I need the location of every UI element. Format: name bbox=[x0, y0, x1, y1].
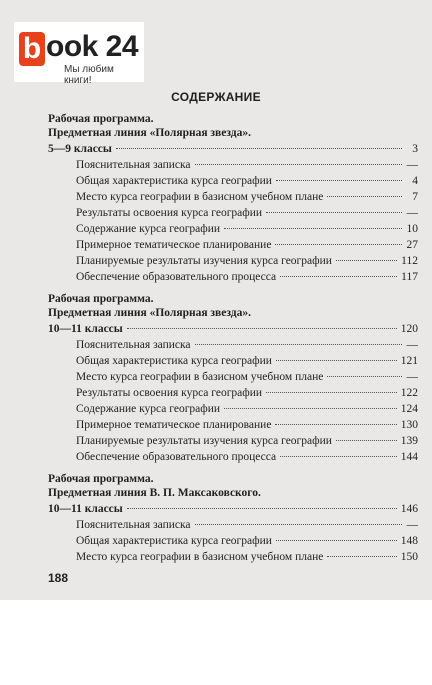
section-title-line: Предметная линия В. П. Максаковского. bbox=[48, 487, 261, 499]
toc-main-entry[interactable]: 10—11 классы 120 bbox=[48, 323, 418, 335]
toc-entry[interactable]: Обеспечение образовательного процесса 117 bbox=[76, 271, 418, 283]
toc-entry[interactable]: Планируемые результаты изучения курса географии 112 bbox=[76, 255, 418, 267]
toc-entry[interactable]: Обеспечение образовательного процесса 144 bbox=[76, 451, 418, 463]
toc-entry[interactable]: Примерное тематическое планирование 130 bbox=[76, 419, 418, 431]
toc-main-entry[interactable]: 5—9 классы 3 bbox=[48, 143, 418, 155]
toc-entry[interactable]: Пояснительная записка — bbox=[76, 519, 418, 531]
section-title-line: Рабочая программа. bbox=[48, 113, 154, 125]
toc-entry[interactable]: Пояснительная записка — bbox=[76, 339, 418, 351]
book24-logo[interactable] bbox=[14, 22, 144, 86]
toc-entry[interactable]: Примерное тематическое планирование 27 bbox=[76, 239, 418, 251]
logo-tagline: Мы любим книги! bbox=[64, 64, 114, 86]
section-title-line: Предметная линия «Полярная звезда». bbox=[48, 307, 251, 319]
toc-entry[interactable]: Результаты освоения курса географии 122 bbox=[76, 387, 418, 399]
logo-word: ook 24 bbox=[46, 30, 139, 63]
toc-entry[interactable]: Содержание курса географии 124 bbox=[76, 403, 418, 415]
toc-entry[interactable]: Содержание курса географии 10 bbox=[76, 223, 418, 235]
toc-entry[interactable]: Общая характеристика курса географии 4 bbox=[76, 175, 418, 187]
toc-entry[interactable]: Место курса географии в базисном учебном плане — bbox=[76, 371, 418, 383]
leader-dots bbox=[116, 148, 402, 149]
toc-entry[interactable]: Пояснительная записка — bbox=[76, 159, 418, 171]
section-title-line: Рабочая программа. bbox=[48, 473, 154, 485]
toc-entry[interactable]: Общая характеристика курса географии 121 bbox=[76, 355, 418, 367]
toc-entry[interactable]: Общая характеристика курса географии 148 bbox=[76, 535, 418, 547]
toc-entry[interactable]: Место курса географии в базисном учебном плане 150 bbox=[76, 551, 418, 563]
section-title-line: Рабочая программа. bbox=[48, 293, 154, 305]
section-title-line: Предметная линия «Полярная звезда». bbox=[48, 127, 251, 139]
logo-letter: b bbox=[19, 32, 45, 66]
contents-heading: СОДЕРЖАНИЕ bbox=[171, 90, 261, 104]
toc-entry[interactable]: Результаты освоения курса географии — bbox=[76, 207, 418, 219]
toc-entry[interactable]: Планируемые результаты изучения курса географии 139 bbox=[76, 435, 418, 447]
toc-entry[interactable]: Место курса географии в базисном учебном плане 7 bbox=[76, 191, 418, 203]
page-number: 188 bbox=[48, 571, 69, 585]
toc-main-entry[interactable]: 10—11 классы 146 bbox=[48, 503, 418, 515]
